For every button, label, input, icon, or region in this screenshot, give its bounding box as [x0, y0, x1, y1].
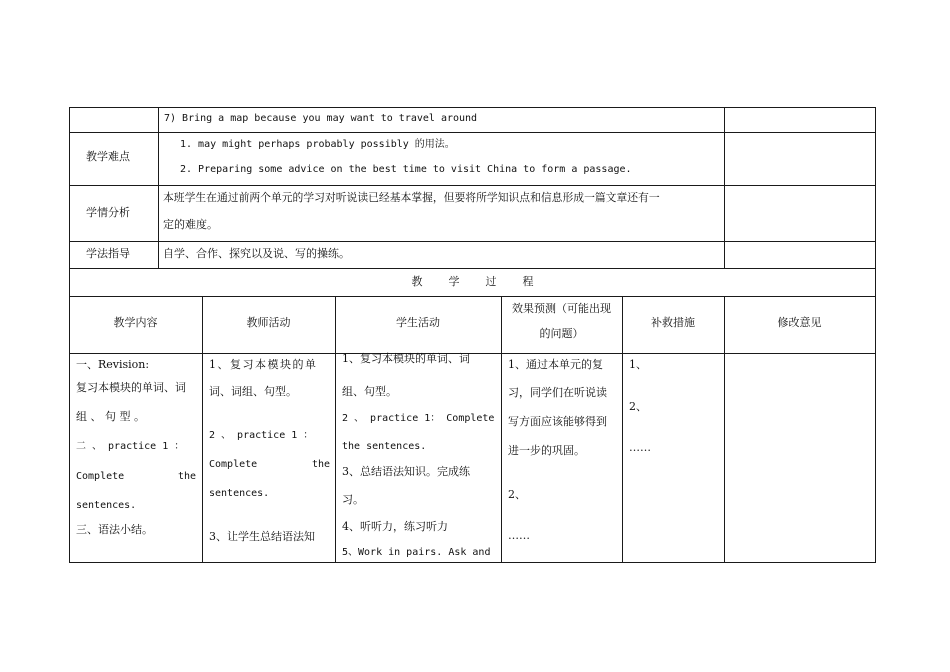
method-text: 自学、合作、探究以及说、写的操练。 [163, 247, 350, 260]
content-line: 三、语法小结。 [76, 523, 153, 536]
table-rule [69, 107, 876, 108]
analysis-label: 学情分析 [86, 206, 130, 219]
student-line: the sentences. [342, 441, 427, 452]
student-line: 3、总结语法知识。完成练 [342, 465, 470, 478]
table-rule [622, 296, 623, 563]
header-remedy: 补救措施 [651, 316, 695, 329]
student-line: 1、复习本模块的单词、词 [342, 352, 470, 365]
header-student: 学生活动 [396, 316, 440, 329]
analysis-line-1: 本班学生在通过前两个单元的学习对听说读已经基本掌握，但要将所学知识点和信息形成一篇文章还有一 [163, 191, 660, 204]
difficulty-label: 教学难点 [86, 150, 130, 163]
student-line: 组、句型。 [342, 385, 397, 398]
table-rule [158, 107, 159, 269]
content-line: 复习本模块的单词、词 [76, 381, 186, 394]
effect-line: 进一步的巩固。 [508, 444, 585, 457]
table-rule [69, 353, 876, 354]
table-rule [724, 107, 725, 269]
teacher-line: 词、词组、句型。 [209, 385, 297, 398]
content-line: Complete [76, 471, 125, 482]
difficulty-line-1: 1. may might perhaps probably possibly 的用法。 [180, 139, 455, 150]
method-label: 学法指导 [86, 247, 130, 260]
effect-line: …… [508, 529, 530, 542]
teacher-line: 1、复习本模块的单 [209, 358, 318, 371]
teacher-line: the [312, 459, 331, 470]
header-revise: 修改意见 [777, 316, 822, 329]
table-rule [69, 562, 876, 563]
teacher-line: 2 、 practice 1 ： [209, 430, 314, 441]
header-teacher: 教师活动 [246, 316, 291, 329]
student-line: 4、听听力，练习听力 [342, 520, 448, 533]
table-rule [724, 296, 725, 563]
table-rule [69, 241, 876, 242]
objective-item-7: 7) Bring a map because you may want to travel around [164, 113, 478, 124]
analysis-line-2: 定的难度。 [163, 218, 218, 231]
content-line: 二 、 practice 1 ： [76, 441, 185, 452]
student-line: 习。 [342, 493, 364, 506]
table-rule [69, 132, 876, 133]
student-line: 2 、 practice 1： Complete [342, 413, 495, 424]
header-effect-line-2: 的问题） [539, 327, 584, 340]
content-line: the [178, 471, 197, 482]
student-line: 5、Work in pairs. Ask and [342, 547, 491, 558]
remedy-line: …… [629, 441, 651, 454]
effect-line: 1、通过本单元的复 [508, 358, 603, 371]
table-rule [202, 296, 203, 563]
table-rule [69, 185, 876, 186]
content-line: sentences. [76, 500, 137, 511]
header-content: 教学内容 [113, 316, 158, 329]
process-title: 教学过程 [411, 275, 560, 288]
content-line: 一、Revision: [76, 358, 150, 371]
teacher-line: Complete [209, 459, 258, 470]
teacher-line: sentences. [209, 488, 270, 499]
teacher-line: 3、让学生总结语法知 [209, 530, 315, 543]
header-effect-line-1: 效果预测（可能出现 [512, 302, 611, 315]
difficulty-line-2: 2. Preparing some advice on the best time to visit China to form a passage. [180, 164, 632, 175]
effect-line: 2、 [508, 488, 526, 501]
effect-line: 写方面应该能够得到 [508, 415, 607, 428]
table-rule [335, 296, 336, 563]
table-rule [69, 296, 876, 297]
table-rule [69, 268, 876, 269]
effect-line: 习，同学们在听说读 [508, 386, 607, 399]
table-rule [875, 107, 876, 563]
remedy-line: 2、 [629, 400, 647, 413]
content-line: 组 、 句 型 。 [76, 410, 145, 423]
remedy-line: 1、 [629, 358, 647, 371]
table-rule [69, 107, 70, 563]
